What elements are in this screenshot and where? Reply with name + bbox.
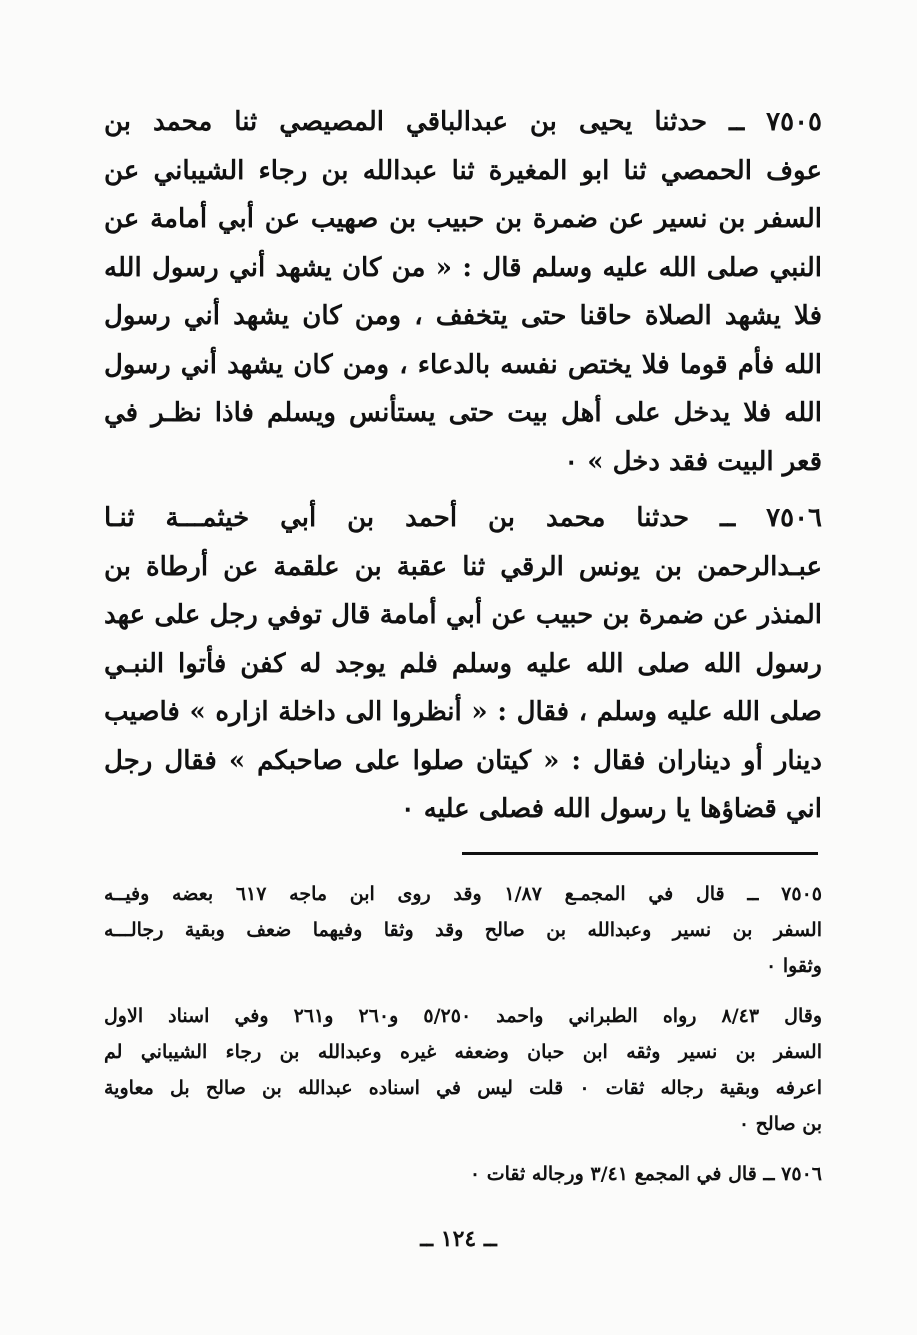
footnotes	[104, 876, 822, 1192]
hadith-7505-line: فلا يشهد الصلاة حاقنا حتى يتخفف ، ومن كان يشهد أني رسول	[104, 301, 822, 331]
footnote-line: ٧٥٠٥ ــ قال في المجمـع ١/٨٧ وقد روى ابن ماجه ٦١٧ بعضه وفيــه	[104, 883, 822, 905]
footnote-7505-a	[104, 876, 822, 984]
hadith-7505-line: السفر بن نسير عن ضمرة بن حبيب بن صهيب عن أبي أمامة عن	[104, 204, 822, 234]
hadith-7506-line: ٧٥٠٦ ــ حدثنا محمد بن أحمد بن أبي خيثمـــة ثنـا	[104, 503, 822, 533]
hadith-7506-line: رسول الله صلى الله عليه وسلم فلم يوجد له كفن فأتوا النبـي	[104, 648, 822, 679]
footnote-line: السفر بن نسير وعبدالله بن صالح وقد وثقا وفيهما ضعف وبقية رجالـــه	[104, 919, 822, 941]
footnote-line: ٧٥٠٦ ــ قال في المجمع ٣/٤١ ورجاله ثقات ٠	[469, 1163, 822, 1185]
hadith-7506-line: اني قضاؤها يا رسول الله فصلى عليه ٠	[400, 794, 822, 824]
hadith-7506-line: دينار أو ديناران فقال : « كيتان صلوا على صاحبكم » فقال رجل	[104, 745, 822, 776]
footnote-separator-rule	[462, 852, 818, 855]
footnote-7506	[104, 1156, 822, 1192]
hadith-7506-line: صلى الله عليه وسلم ، فقال : « أنظروا الى داخلة ازاره » فاصيب	[104, 697, 822, 727]
footnote-gap	[104, 1142, 822, 1156]
footnote-line: اعرفه وبقية رجاله ثقات ٠ قلت ليس في اسناده عبدالله بن صالح بل معاوية	[104, 1077, 822, 1099]
hadith-7505-line: ٧٥٠٥ ــ حدثنا يحيى بن عبدالباقي المصيصي ثنا محمد بن	[104, 107, 822, 137]
footnote-line: وقال ٨/٤٣ رواه الطبراني واحمد ٥/٢٥٠ و٢٦٠ و٢٦١ وفي اسناد الاول	[104, 1005, 822, 1027]
main-text-body	[104, 98, 822, 834]
paragraph-gap	[104, 486, 822, 494]
hadith-7505-line: قعر البيت فقد دخل » ٠	[564, 446, 822, 477]
hadith-7505	[104, 98, 822, 486]
page-number: ــ ١٢٤ ــ	[420, 1226, 497, 1252]
hadith-7506-line: عبـدالرحمن بن يونس الرقي ثنا عقبة بن علقمة عن أرطاة بن	[104, 551, 822, 582]
footnote-gap	[104, 984, 822, 998]
hadith-7505-line: الله فأم قوما فلا يختص نفسه بالدعاء ، ومن كان يشهد أني رسول	[104, 349, 822, 380]
footnote-line: وثقوا ٠	[765, 955, 822, 977]
hadith-7506-line: المنذر عن ضمرة بن حبيب عن أبي أمامة قال توفي رجل على عهد	[104, 600, 822, 630]
hadith-7505-line: عوف الحمصي ثنا ابو المغيرة ثنا عبدالله بن رجاء الشيباني عن	[104, 155, 822, 186]
hadith-7505-line: النبي صلى الله عليه وسلم قال : « من كان يشهد أني رسول الله	[104, 252, 822, 283]
footnote-line: بن صالح ٠	[738, 1113, 822, 1135]
footnote-7505-b	[104, 998, 822, 1142]
hadith-7506	[104, 494, 822, 834]
footnote-line: السفر بن نسير وثقه ابن حبان وضعفه غيره وعبدالله بن رجاء الشيباني لم	[104, 1041, 822, 1063]
hadith-7505-line: الله فلا يدخل على أهل بيت حتى يستأنس ويسلم فاذا نظـر في	[104, 398, 822, 428]
